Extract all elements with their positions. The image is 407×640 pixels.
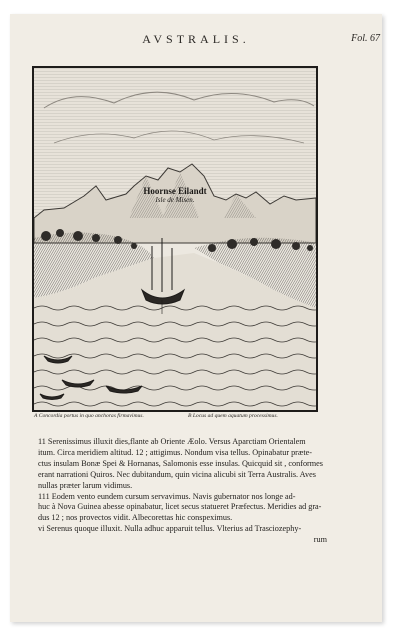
- plate-caption-b: B Locus ad quem aquatum processimus.: [188, 413, 278, 419]
- body-text: [38, 437, 328, 546]
- engraving-title: Hoornse Eilandt: [143, 186, 207, 196]
- running-title: AVSTRALIS.: [142, 32, 250, 46]
- text-line: 11 Serenissimus illuxit dies,flante ab Oriente Æolo. Versus Aparctiam Orientalem: [38, 437, 306, 446]
- text-line: ctus insulam Bonæ Spei & Hornanas, Salomonis esse insulas. Quicquid sit , conformes: [38, 458, 323, 468]
- page-header: [10, 14, 382, 44]
- engraving-caption: [120, 186, 230, 204]
- text-line: nullas præter larum vidimus.: [38, 480, 133, 490]
- engraving-subtitle: Isle de Misen.: [155, 196, 195, 204]
- folio-number: Fol. 67: [351, 33, 380, 44]
- text-line-catchword: rum: [313, 535, 327, 545]
- engraving-plate: [32, 66, 318, 412]
- text-line: huc à Nova Guinea abesse opinabatur, licet secus statueret Præfectus. Meridies ad gra-: [38, 502, 322, 512]
- plate-captions: [32, 411, 322, 423]
- book-page: [10, 14, 382, 622]
- plate-caption-a: A Concordia portus in quo anchoras firmavimus.: [34, 413, 144, 419]
- text-line: erant narrationi Quiros. Nec dubitandum, quin vicina alicubi sit Terra Australis. Aves: [38, 469, 316, 479]
- text-line: vi Serenus quoque illuxit. Nulla adhuc apparuit tellus. Vlterius ad Trasciozephy-: [38, 524, 302, 534]
- text-line: dus 12 ; nos provectos vidit. Albecorettas hic conspeximus.: [38, 513, 233, 523]
- engraving-illustration: [34, 68, 316, 410]
- text-line: itum. Circa meridiem altitud. 12 ; attigimus. Nondum visa tellus. Opinabatur præte-: [38, 447, 313, 457]
- text-line: 111 Eodem vento eundem cursum servavimus. Navis gubernator nos longe ad-: [38, 491, 296, 501]
